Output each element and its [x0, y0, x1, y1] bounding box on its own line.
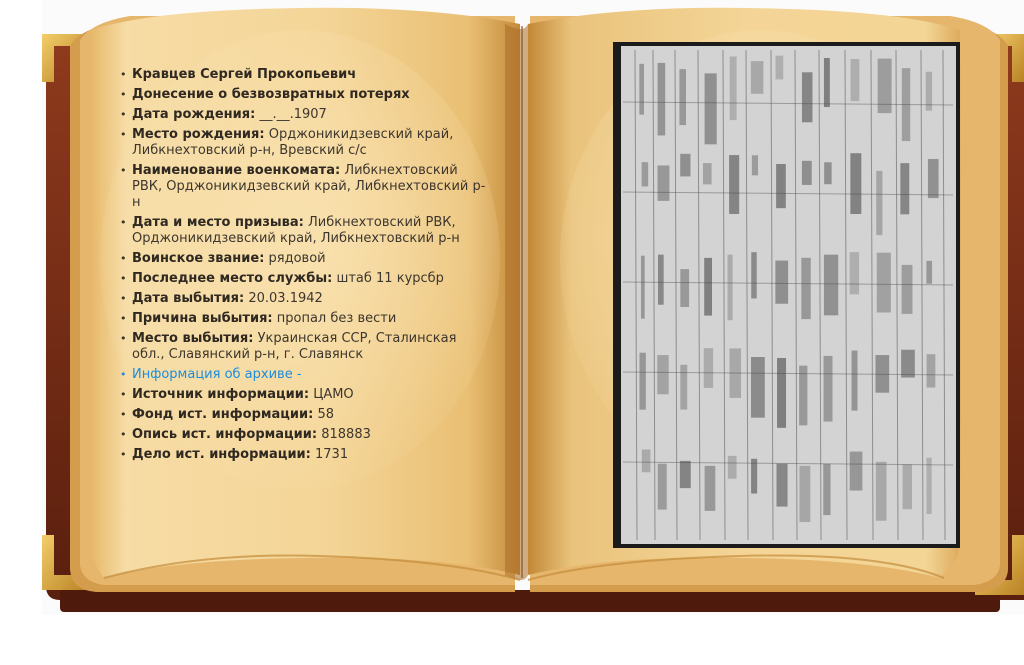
last-service-label: Последнее место службы:	[132, 271, 333, 286]
record-item-birth-date	[120, 107, 490, 123]
bullet-icon: •	[120, 252, 127, 265]
leave-place-label: Место выбытия:	[132, 331, 254, 346]
last-service-value: штаб 11 курсбр	[336, 271, 444, 286]
soldier-name: Кравцев Сергей Прокопьевич	[132, 67, 357, 82]
record-item-case	[120, 447, 490, 463]
soldier-record-list	[120, 67, 490, 467]
record-item-commissariat	[120, 163, 490, 211]
leave-date-label: Дата выбытия:	[132, 291, 245, 306]
record-item-last-service	[120, 271, 490, 287]
birth-date-label: Дата рождения:	[132, 107, 256, 122]
bullet-icon: •	[120, 312, 127, 325]
bullet-icon: •	[120, 428, 127, 441]
record-item-archive-link	[120, 367, 490, 383]
fund-label: Фонд ист. информации:	[132, 407, 314, 422]
bullet-icon: •	[120, 388, 127, 401]
leave-place-value: Украинская ССР, Сталинская обл., Славянский р-н, г. Славянск	[132, 331, 457, 362]
source-value: ЦАМО	[313, 387, 354, 402]
rank-label: Воинское звание:	[132, 251, 265, 266]
inventory-value: 818883	[321, 427, 371, 442]
bullet-icon: •	[120, 108, 127, 121]
bullet-icon: •	[120, 88, 127, 101]
bullet-icon: •	[120, 368, 127, 381]
bullet-icon: •	[120, 292, 127, 305]
source-label: Источник информации:	[132, 387, 310, 402]
bullet-icon: •	[120, 332, 127, 345]
bullet-icon: •	[120, 164, 127, 177]
leave-reason-value: пропал без вести	[276, 311, 397, 326]
bullet-icon: •	[120, 68, 127, 81]
record-item-doc-type	[120, 87, 490, 103]
inventory-label: Опись ист. информации:	[132, 427, 318, 442]
record-item-rank	[120, 251, 490, 267]
record-item-inventory	[120, 427, 490, 443]
fund-value: 58	[317, 407, 335, 422]
record-item-birth-place	[120, 127, 490, 159]
scanned-form-image	[613, 42, 960, 548]
record-item-fund	[120, 407, 490, 423]
conscription-value: Либкнехтовский РВК, Орджоникидзевский край, Либкнехтовский р-н	[132, 215, 460, 246]
bullet-icon: •	[120, 128, 127, 141]
rank-value: рядовой	[268, 251, 326, 266]
archive-document-scan[interactable]	[613, 42, 960, 548]
birth-date-value: __.__.1907	[259, 107, 327, 122]
record-item-source	[120, 387, 490, 403]
conscription-label: Дата и место призыва:	[132, 215, 304, 230]
commissariat-value: Либкнехтовский РВК, Орджоникидзевский край, Либкнехтовский р-н	[132, 163, 486, 210]
archive-info-link[interactable]: Информация об архиве -	[132, 367, 302, 382]
bullet-icon: •	[120, 448, 127, 461]
record-item-leave-reason	[120, 311, 490, 327]
birth-place-label: Место рождения:	[132, 127, 265, 142]
record-item-leave-date	[120, 291, 490, 307]
case-label: Дело ист. информации:	[132, 447, 311, 462]
record-item-name	[120, 67, 490, 83]
bullet-icon: •	[120, 408, 127, 421]
leave-reason-label: Причина выбытия:	[132, 311, 273, 326]
birth-place-value: Орджоникидзевский край, Либкнехтовский р-н, Вревский с/с	[132, 127, 454, 158]
record-item-leave-place	[120, 331, 490, 363]
record-item-conscription	[120, 215, 490, 247]
case-value: 1731	[315, 447, 349, 462]
commissariat-label: Наименование военкомата:	[132, 163, 341, 178]
leave-date-value: 20.03.1942	[248, 291, 323, 306]
bullet-icon: •	[120, 216, 127, 229]
bullet-icon: •	[120, 272, 127, 285]
document-type: Донесение о безвозвратных потерях	[132, 87, 410, 102]
